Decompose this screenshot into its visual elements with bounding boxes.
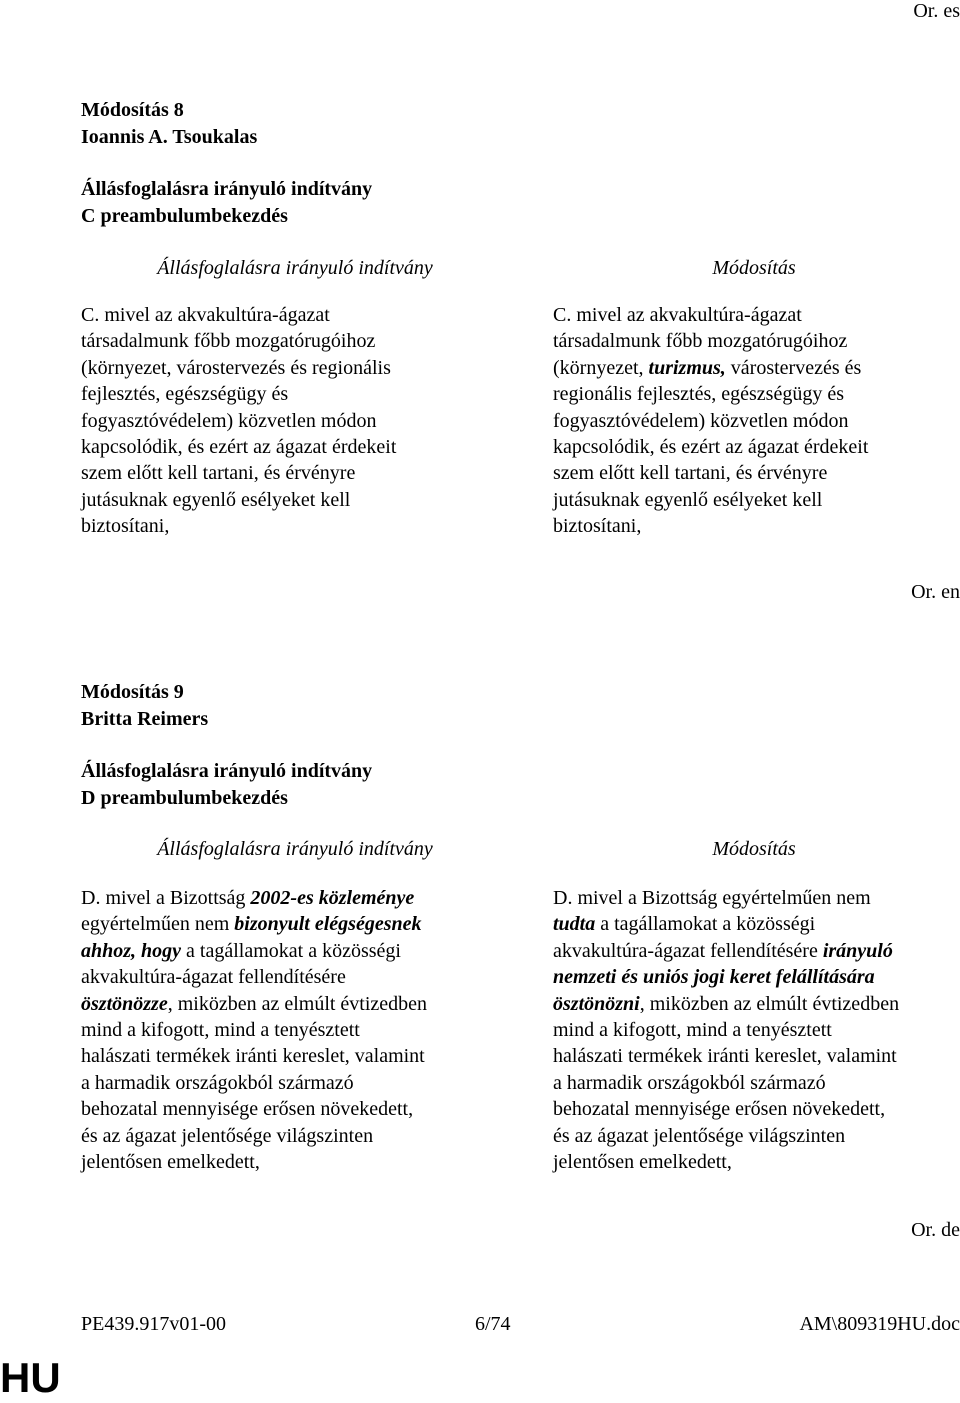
inserted-text: tudta bbox=[553, 913, 596, 936]
text-segment: , miközben az elmúlt évtizedben mind a kifogott, mind a tenyésztett halászati termékek iránti kereslet, valamint a harmadik országokból származó behozatal mennyisége erősen növekedett, és az ágazat jelentősége világszinten jelentősen emelkedett, bbox=[81, 992, 428, 1174]
original-text: C. mivel az akvakultúra-ágazat társadalmunk főbb mozgatórugóihoz (környezet, várostervezés és regionális fejlesztés, egészségügy és fogyasztóvédelem) közvetlen módon kapcsolódik, és ezért az ágazat érdekeit szem előtt kell tartani, és érvényre jutásuknak egyenlő esélyeket kell biztosítani, bbox=[81, 304, 397, 538]
original-language: Or. en bbox=[911, 581, 960, 603]
text-segment: D. mivel a Bizottság egyértelműen nem bbox=[553, 887, 871, 909]
right-column-heading: Módosítás bbox=[712, 838, 796, 860]
amended-text bbox=[553, 302, 868, 540]
text-segment: , miközben az elmúlt évtizedben mind a kifogott, mind a tenyésztett halászati termékek iránti kereslet, valamint a harmadik országokból származó behozatal mennyisége erősen növekedett, és az ágazat jelentősége világszinten jelentősen emelkedett, bbox=[553, 992, 900, 1174]
text-segment: a tagállamokat a közösségi akvakultúra-ágazat fellendítésére bbox=[81, 939, 401, 989]
original-language: Or. de bbox=[911, 1219, 960, 1241]
document-title: Állásfoglalásra irányuló indítvány bbox=[81, 178, 373, 200]
deleted-text: ösztönözze bbox=[81, 992, 168, 1015]
deleted-text: bizonyult elégségesnek ahhoz, hogy bbox=[81, 913, 422, 962]
page-number: 6/74 bbox=[475, 1313, 511, 1335]
text-segment: D. mivel a Bizottság bbox=[81, 887, 251, 909]
text-segment: C. mivel az akvakultúra-ágazat társadalmunk főbb mozgatórugóihoz (környezet, bbox=[553, 304, 848, 379]
text-segment: a tagállamokat a közösségi akvakultúra-ágazat fellendítésére bbox=[553, 913, 818, 962]
amended-text bbox=[553, 885, 899, 1175]
original-text bbox=[81, 885, 427, 1175]
file-name: AM\809319HU.doc bbox=[799, 1313, 960, 1335]
section-reference: C preambulumbekezdés bbox=[81, 205, 288, 227]
left-column-heading: Állásfoglalásra irányuló indítvány bbox=[157, 257, 433, 279]
left-column-heading: Állásfoglalásra irányuló indítvány bbox=[157, 838, 433, 860]
inserted-text: irányuló nemzeti és uniós jogi keret felállítására ösztönözni bbox=[553, 939, 893, 1015]
amendment-author: Ioannis A. Tsoukalas bbox=[81, 126, 258, 148]
right-column-heading: Módosítás bbox=[712, 257, 796, 279]
amendment-number: Módosítás 9 bbox=[81, 681, 184, 703]
document-reference: PE439.917v01-00 bbox=[81, 1313, 226, 1335]
deleted-text: 2002-es közleménye bbox=[250, 887, 415, 909]
amendment-number: Módosítás 8 bbox=[81, 99, 184, 121]
document-title: Állásfoglalásra irányuló indítvány bbox=[81, 760, 373, 782]
language-code: HU bbox=[0, 1354, 61, 1401]
text-segment: várostervezés és regionális fejlesztés, egészségügy és fogyasztóvédelem) közvetlen módon kapcsolódik, és ezért az ágazat érdekeit szem előtt kell tartani, és érvényre jutásuknak egyenlő esélyeket kell biztosítani, bbox=[553, 356, 869, 538]
amendment-author: Britta Reimers bbox=[81, 708, 209, 730]
section-reference: D preambulumbekezdés bbox=[81, 787, 288, 809]
original-language-top: Or. es bbox=[913, 0, 960, 22]
text-segment: egyértelműen nem bbox=[81, 913, 230, 936]
inserted-text: turizmus, bbox=[648, 356, 726, 379]
